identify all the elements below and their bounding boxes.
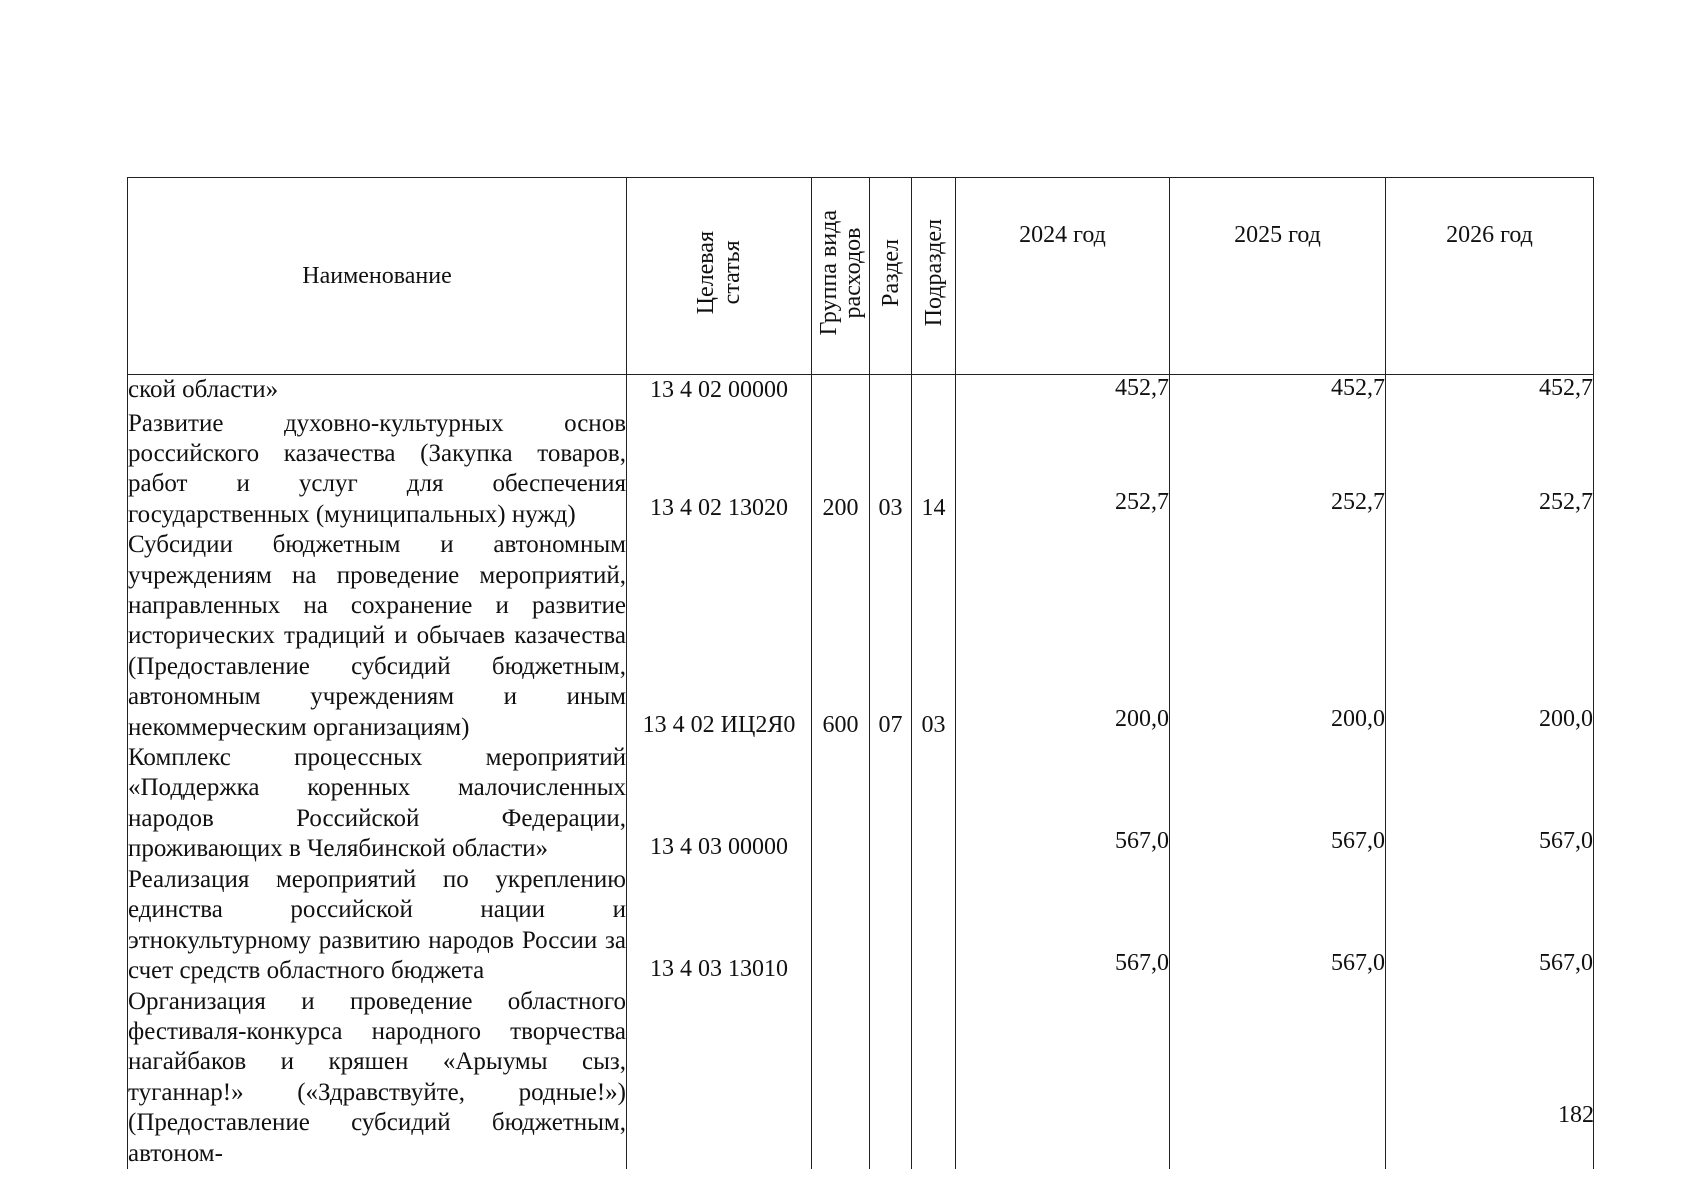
row-group [812, 375, 870, 409]
table-row [128, 743, 1594, 865]
header-2025: 2025 год [1170, 178, 1386, 375]
row-section [870, 865, 912, 987]
row-2026: 452,7 [1386, 375, 1594, 409]
header-section: Раздел [870, 178, 912, 375]
row-section: 03 [870, 409, 912, 531]
row-code: 13 4 02 ИЦ2Я0 [627, 530, 812, 743]
row-section [870, 987, 912, 1169]
header-2024: 2024 год [956, 178, 1170, 375]
row-2026: 200,0 [1386, 530, 1594, 743]
table-row [128, 530, 1594, 743]
row-code: 13 4 03 00000 [627, 743, 812, 865]
row-2024: 567,0 [956, 743, 1170, 865]
row-2026: 567,0 [1386, 743, 1594, 865]
header-2026: 2026 год [1386, 178, 1594, 375]
row-2026 [1386, 987, 1594, 1169]
row-group: 600 [812, 530, 870, 743]
row-code: 13 4 02 13020 [627, 409, 812, 531]
row-name: ской области» [128, 375, 627, 409]
row-2026: 252,7 [1386, 409, 1594, 531]
row-code: 13 4 03 13010 [627, 865, 812, 987]
row-name: Реализация мероприятий по укреплению единства российской нации и этнокультурному развитию народов России за счет средств областного бюджета [128, 865, 627, 987]
table-row [128, 865, 1594, 987]
budget-table [127, 177, 1594, 1169]
table-row [128, 409, 1594, 531]
row-2026: 567,0 [1386, 865, 1594, 987]
table-header-row [128, 178, 1594, 375]
row-subsection [912, 375, 956, 409]
row-2025: 200,0 [1170, 530, 1386, 743]
header-expense-group: Группа вида расходов [812, 178, 870, 375]
row-group: 200 [812, 409, 870, 531]
header-name: Наименование [128, 178, 627, 375]
row-name: Организация и проведение областного фестиваля-конкурса народного творчества нагайбаков и кряшен «Арыумы сыз, туганнар!» («Здравствуйте, родные!») (Предоставление субсидий бюджетным, автоном- [128, 987, 627, 1169]
row-name: Развитие духовно-культурных основ российского казачества (Закупка товаров, работ и услуг для обеспечения государственных (муниципальных) нужд) [128, 409, 627, 531]
row-2025: 452,7 [1170, 375, 1386, 409]
row-2024: 252,7 [956, 409, 1170, 531]
row-code: 13 4 02 00000 [627, 375, 812, 409]
row-2025: 567,0 [1170, 865, 1386, 987]
row-section [870, 375, 912, 409]
table-row [128, 987, 1594, 1169]
table-row [128, 375, 1594, 409]
row-2024: 452,7 [956, 375, 1170, 409]
row-subsection [912, 743, 956, 865]
row-section [870, 743, 912, 865]
row-group [812, 865, 870, 987]
row-2025: 252,7 [1170, 409, 1386, 531]
header-target-article: Целевая статья [627, 178, 812, 375]
page-number: 182 [1558, 1102, 1594, 1128]
header-subsection: Подраздел [912, 178, 956, 375]
row-subsection: 14 [912, 409, 956, 531]
row-subsection [912, 865, 956, 987]
row-2025 [1170, 987, 1386, 1169]
row-code [627, 987, 812, 1169]
row-2024: 567,0 [956, 865, 1170, 987]
row-name: Субсидии бюджетным и автономным учреждениям на проведение мероприятий, направленных на сохранение и развитие исторических традиций и обычаев казачества (Предоставление субсидий бюджетным, автономным учреждениям и иным некоммерческим организациям) [128, 530, 627, 743]
row-name: Комплекс процессных мероприятий «Поддержка коренных малочисленных народов Российской Федерации, проживающих в Челябинской области» [128, 743, 627, 865]
row-2024: 200,0 [956, 530, 1170, 743]
row-group [812, 743, 870, 865]
row-group [812, 987, 870, 1169]
row-2025: 567,0 [1170, 743, 1386, 865]
row-subsection [912, 987, 956, 1169]
row-2024 [956, 987, 1170, 1169]
row-subsection: 03 [912, 530, 956, 743]
row-section: 07 [870, 530, 912, 743]
